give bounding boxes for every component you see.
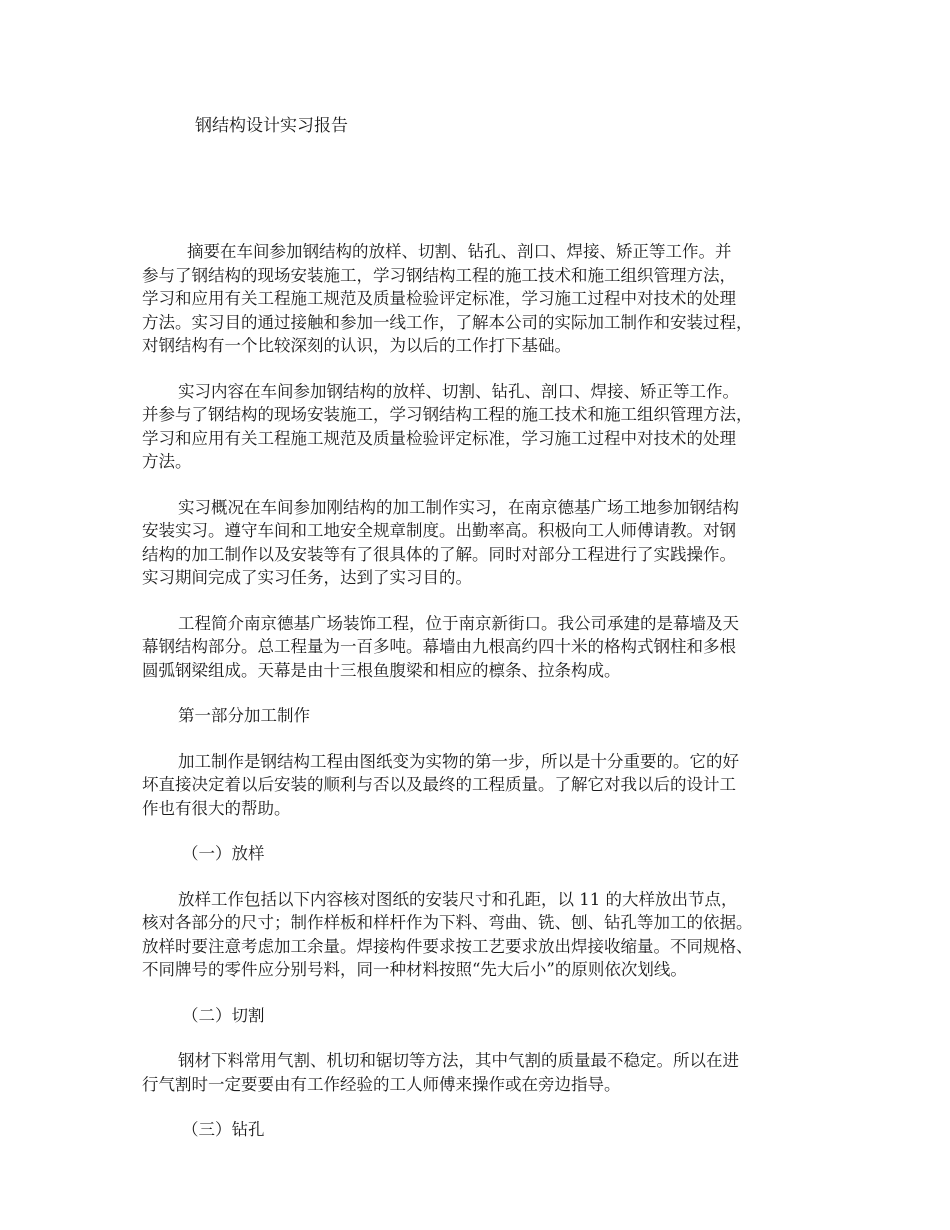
paragraph: [142, 380, 822, 474]
paragraph-line: 加工制作是钢结构工程由图纸变为实物的第一步，所以是十分重要的。它的好: [178, 751, 739, 771]
paragraph-line: 摘要在车间参加钢结构的放样、切割、钻孔、剖口、焊接、矫正等工作。并: [187, 242, 732, 261]
paragraph-line: 不同牌号的零件应分别号料，同一种材料按照“先大后小”的原则依次划线。: [142, 960, 687, 979]
paragraph-line: 幕钢结构部分。总工程量为一百多吨。幕墙由九根高约四十米的格构式钢柱和多根: [142, 637, 736, 656]
paragraph: [142, 888, 822, 982]
paragraph-line: 学习和应用有关工程施工规范及质量检验评定标准，学习施工过程中对技术的处理: [142, 428, 736, 448]
paragraph-line: 圆弧钢梁组成。天幕是由十三根鱼腹梁和相应的檩条、拉条构成。: [142, 660, 621, 680]
paragraph-line: 对钢结构有一个比较深刻的认识，为以后的工作打下基础。: [142, 336, 571, 355]
paragraph-line: 实习期间完成了实习任务，达到了实习目的。: [142, 568, 472, 587]
paragraph-line: 工程简介南京德基广场装饰工程，位于南京新街口。我公司承建的是幕墙及天: [178, 613, 739, 633]
paragraph-line: 作也有很大的帮助。: [142, 798, 291, 818]
section-subheading: （一）放样: [182, 844, 265, 863]
paragraph: [142, 240, 822, 358]
paragraph: [142, 1049, 822, 1096]
section-heading: 第一部分加工制作: [178, 706, 310, 725]
paragraph-line: 行气割时一定要要由有工作经验的工人师傅来操作或在旁边指导。: [142, 1074, 621, 1094]
paragraph-line: 钢材下料常用气割、机切和锯切等方法，其中气割的质量最不稳定。所以在进: [178, 1051, 739, 1070]
document-title: 钢结构设计实习报告: [195, 116, 348, 136]
paragraph: [142, 496, 822, 590]
section-subheading: （二）切割: [182, 1005, 265, 1025]
document-body: [142, 240, 822, 1164]
paragraph-line: 坏直接决定着以后安装的顺利与否以及最终的工程质量。了解它对我以后的设计工: [142, 775, 736, 794]
paragraph-line: 方法。: [142, 452, 192, 471]
section-subheading: （三）钻孔: [182, 1120, 265, 1139]
paragraph-line: 并参与了钢结构的现场安装施工，学习钢结构工程的施工技术和施工组织管理方法，: [142, 405, 753, 424]
paragraph-line: 学习和应用有关工程施工规范及质量检验评定标准，学习施工过程中对技术的处理: [142, 289, 736, 308]
paragraph-line: 放样工作包括以下内容核对图纸的安装尺寸和孔距，以 11 的大样放出节点，: [178, 889, 738, 909]
paragraph-line: 方法。实习目的通过接触和参加一线工作，了解本公司的实际加工制作和安装过程，: [142, 312, 753, 332]
paragraph-line: 参与了钢结构的现场安装施工，学习钢结构工程的施工技术和施工组织管理方法，: [142, 265, 736, 285]
paragraph-line: 实习概况在车间参加刚结构的加工制作实习，在南京德基广场工地参加钢结构: [178, 497, 739, 517]
paragraph-line: 核对各部分的尺寸；制作样板和样杆作为下料、弯曲、铣、刨、钻孔等加工的依据。: [142, 913, 753, 932]
paragraph-line: 结构的加工制作以及安装等有了很具体的了解。同时对部分工程进行了实践操作。: [142, 544, 736, 564]
paragraph-line: 放样时要注意考虑加工余量。焊接构件要求按工艺要求放出焊接收缩量。不同规格、: [142, 936, 753, 956]
paragraph: [142, 612, 822, 683]
paragraph: [142, 750, 822, 821]
paragraph-line: 实习内容在车间参加钢结构的放样、切割、钻孔、剖口、焊接、矫正等工作。: [178, 381, 739, 401]
paragraph-line: 安装实习。遵守车间和工地安全规章制度。出勤率高。积极向工人师傅请教。对钢: [142, 521, 736, 540]
